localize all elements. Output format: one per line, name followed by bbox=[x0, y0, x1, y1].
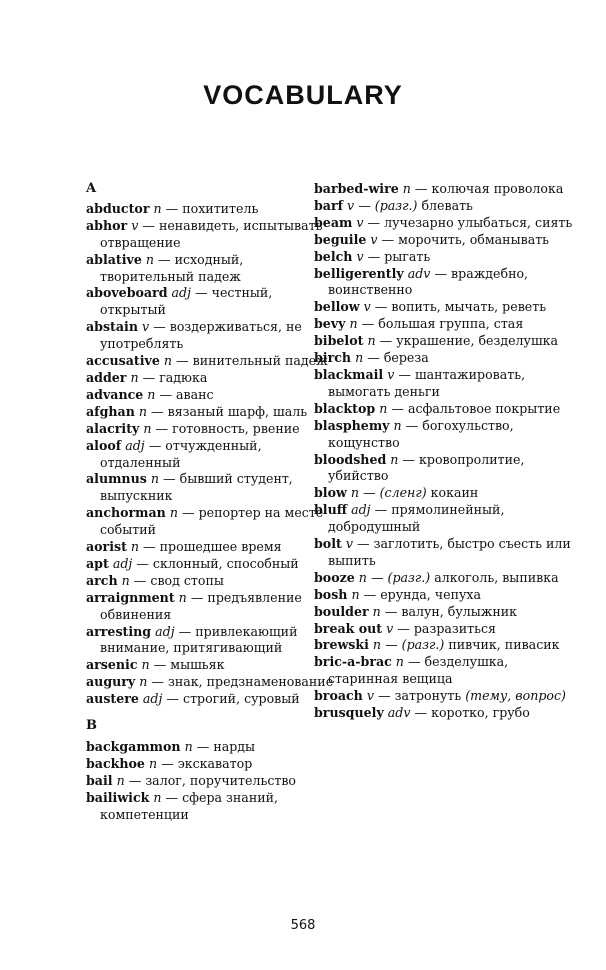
entry-definition: мышьяк bbox=[170, 657, 225, 673]
page-number: 568 bbox=[290, 918, 316, 933]
entry-dash: — bbox=[176, 353, 189, 369]
entry-dash: — bbox=[414, 705, 428, 721]
entry-headword: arraignment bbox=[86, 589, 175, 605]
entry-headword: arch bbox=[86, 572, 118, 588]
entry-part-of-speech: n bbox=[150, 471, 159, 487]
entry-headword: boulder bbox=[314, 603, 369, 619]
entry-definition: привлекающий внимание, притягивающий bbox=[100, 623, 298, 656]
entry-part-of-speech: v bbox=[356, 214, 364, 230]
entry-part-of-speech: v bbox=[347, 197, 355, 213]
entry-part-of-speech: n bbox=[143, 420, 152, 436]
entry-headword: beam bbox=[314, 214, 353, 230]
entry-headword: bellow bbox=[314, 299, 360, 315]
dictionary-entry bbox=[86, 421, 336, 438]
entry-definition: знак, предзнаменование bbox=[168, 674, 334, 690]
entry-definition: асфальтовое покрытие bbox=[407, 400, 561, 416]
entry-dash: — bbox=[143, 539, 156, 555]
section-letter-b: B bbox=[86, 718, 97, 734]
entry-headword: belch bbox=[314, 248, 353, 264]
entry-headword: abductor bbox=[86, 200, 150, 216]
dictionary-entry bbox=[314, 350, 576, 367]
entry-part-of-speech: v bbox=[142, 319, 150, 335]
entry-dash: — bbox=[385, 637, 398, 653]
entry-definition: заглотить, быстро съесть или выпить bbox=[328, 536, 571, 568]
entry-headword: adder bbox=[86, 369, 127, 385]
entry-part-of-speech: v bbox=[356, 248, 364, 264]
entry-dash: — bbox=[161, 755, 174, 771]
entry-headword: apt bbox=[86, 555, 109, 571]
entry-headword: bolt bbox=[314, 536, 342, 552]
entry-headword: blackmail bbox=[314, 366, 384, 382]
entry-definition: морочить, обманывать bbox=[398, 231, 550, 247]
entry-dash: — bbox=[165, 200, 179, 216]
dictionary-entry bbox=[86, 471, 336, 505]
entry-definition: строгий, суровый bbox=[183, 691, 300, 707]
entry-dash: — bbox=[367, 214, 381, 230]
dictionary-entry bbox=[314, 198, 576, 215]
entry-part-of-speech: v bbox=[363, 299, 371, 315]
entry-part-of-speech: n bbox=[121, 572, 130, 588]
entry-part-of-speech: n bbox=[355, 350, 364, 366]
dictionary-entry bbox=[314, 604, 576, 621]
dictionary-entry bbox=[314, 316, 576, 333]
entry-part-of-speech: n bbox=[145, 251, 154, 267]
dictionary-entry bbox=[314, 215, 576, 232]
dictionary-entry bbox=[86, 201, 336, 218]
entry-part-of-speech: n bbox=[351, 586, 360, 602]
dictionary-entry bbox=[86, 353, 336, 370]
entry-definition: коротко, грубо bbox=[431, 705, 530, 721]
entry-headword: birch bbox=[314, 350, 352, 366]
entry-headword: beguile bbox=[314, 231, 367, 247]
entry-part-of-speech: n bbox=[130, 539, 140, 555]
entry-dash: — bbox=[407, 654, 421, 670]
entry-headword: austere bbox=[86, 691, 139, 707]
entry-dash: — bbox=[367, 350, 380, 366]
dictionary-entry bbox=[86, 739, 336, 756]
entry-dash: — bbox=[166, 691, 179, 707]
dictionary-entry bbox=[314, 587, 576, 604]
entry-dash: — bbox=[358, 197, 371, 213]
dictionary-entry bbox=[314, 536, 576, 570]
entry-dash: — bbox=[195, 285, 208, 301]
entry-definition: честный, открытый bbox=[100, 285, 273, 318]
entry-part-of-speech: n bbox=[379, 400, 388, 416]
entry-part-of-speech: n bbox=[148, 755, 158, 771]
dictionary-entry bbox=[314, 452, 576, 486]
entry-headword: backhoe bbox=[86, 755, 145, 771]
entry-headword: bluff bbox=[314, 502, 348, 518]
dictionary-entry bbox=[314, 621, 576, 638]
entry-definition: блевать bbox=[421, 197, 473, 213]
entry-headword: broach bbox=[314, 688, 363, 704]
entry-definition: прошедшее время bbox=[159, 539, 282, 555]
entry-part-of-speech: n bbox=[390, 451, 399, 467]
entry-dash: — bbox=[379, 333, 393, 349]
dictionary-entry bbox=[86, 404, 336, 421]
entry-dash: — bbox=[128, 772, 142, 788]
entry-headword: barf bbox=[314, 197, 344, 213]
entry-definition: винительный падеж bbox=[192, 353, 328, 369]
entry-dash: — bbox=[163, 471, 176, 487]
entry-dash: — bbox=[391, 400, 404, 416]
entry-headword: accusative bbox=[86, 353, 160, 369]
entry-dash: — bbox=[374, 299, 388, 315]
entry-definition: вязаный шарф, шаль bbox=[167, 403, 308, 419]
entry-dash: — bbox=[405, 417, 419, 433]
entry-definition: сфера знаний, компетенции bbox=[100, 789, 279, 822]
entry-headword: barbed-wire bbox=[314, 181, 399, 196]
entry-part-of-speech: v bbox=[366, 688, 374, 704]
entry-definition: воздерживаться, не употреблять bbox=[100, 319, 302, 352]
right-column bbox=[314, 181, 576, 722]
dictionary-entry bbox=[86, 252, 336, 286]
entry-usage-note: (разг.) bbox=[401, 637, 445, 653]
entry-dash: — bbox=[133, 572, 147, 588]
dictionary-entry bbox=[86, 285, 336, 319]
entry-definition: большая группа, стая bbox=[378, 316, 524, 332]
dictionary-entry bbox=[86, 505, 336, 539]
entry-dash: — bbox=[367, 248, 381, 264]
entry-dash: — bbox=[153, 319, 166, 335]
entry-dash: — bbox=[398, 366, 411, 382]
entry-definition: исходный, творительный падеж bbox=[100, 251, 244, 284]
dictionary-entry bbox=[314, 249, 576, 266]
dictionary-entry bbox=[86, 590, 336, 624]
entry-headword: blow bbox=[314, 485, 347, 501]
dictionary-entry bbox=[314, 401, 576, 418]
dictionary-entry bbox=[86, 674, 336, 691]
dictionary-entry bbox=[314, 367, 576, 401]
entry-part-of-speech: n bbox=[138, 403, 147, 419]
entry-headword: aboveboard bbox=[86, 285, 168, 301]
entry-part-of-speech: n bbox=[153, 200, 162, 216]
entry-headword: ablative bbox=[86, 251, 142, 267]
entry-part-of-speech: v bbox=[345, 536, 353, 552]
entry-definition: разразиться bbox=[413, 620, 496, 636]
entry-dash: — bbox=[361, 316, 375, 332]
entry-headword: alumnus bbox=[86, 471, 147, 487]
entry-headword: aloof bbox=[86, 437, 122, 453]
entry-part-of-speech: n bbox=[372, 603, 381, 619]
entry-dash: — bbox=[381, 231, 395, 247]
entry-part-of-speech: n bbox=[178, 589, 187, 605]
entry-definition: свод стопы bbox=[150, 572, 224, 588]
dictionary-entry bbox=[86, 790, 336, 824]
entry-dash: — bbox=[142, 217, 155, 233]
entry-dash: — bbox=[363, 485, 376, 501]
entry-part-of-speech: n bbox=[153, 789, 162, 805]
entry-headword: bloodshed bbox=[314, 451, 387, 467]
dictionary-entry bbox=[314, 705, 576, 722]
entry-headword: break out bbox=[314, 620, 383, 636]
entry-headword: abhor bbox=[86, 217, 128, 233]
dictionary-entry bbox=[86, 556, 336, 573]
entry-definition: бывший студент, выпускник bbox=[100, 471, 293, 504]
entry-headword: belligerently bbox=[314, 265, 404, 281]
entry-dash: — bbox=[159, 386, 173, 402]
dictionary-entry bbox=[314, 266, 576, 300]
entry-headword: brusquely bbox=[314, 705, 384, 721]
entry-definition: репортер на месте событий bbox=[100, 505, 324, 538]
entry-headword: aorist bbox=[86, 539, 127, 555]
entry-definition: пивчик, пивасик bbox=[448, 637, 560, 653]
entry-definition: алкоголь, выпивка bbox=[434, 569, 559, 585]
dictionary-entry bbox=[314, 299, 576, 316]
entry-dash: — bbox=[181, 505, 195, 521]
entry-dash: — bbox=[142, 369, 156, 385]
entry-dash: — bbox=[384, 603, 398, 619]
entry-definition: вопить, мычать, реветь bbox=[391, 299, 547, 315]
entry-headword: bevy bbox=[314, 316, 346, 332]
entry-definition: склонный, способный bbox=[152, 555, 299, 571]
dictionary-entry bbox=[314, 232, 576, 249]
dictionary-entry bbox=[314, 654, 576, 688]
dictionary-entry bbox=[86, 657, 336, 674]
entry-dash: — bbox=[377, 688, 391, 704]
entry-definition: безделушка, старинная вещица bbox=[328, 654, 509, 687]
entry-definition: затронуть bbox=[394, 688, 462, 704]
entry-definition: валун, булыжник bbox=[401, 603, 518, 619]
entry-part-of-speech: v bbox=[370, 231, 378, 247]
dictionary-entry bbox=[86, 387, 336, 404]
dictionary-entry bbox=[314, 637, 576, 654]
entry-part-of-speech: adj bbox=[351, 502, 371, 518]
entry-part-of-speech: adj bbox=[171, 285, 192, 301]
entry-definition: похититель bbox=[182, 200, 259, 216]
entry-dash: — bbox=[402, 451, 416, 467]
dictionary-entry bbox=[314, 502, 576, 536]
entry-definition: рыгать bbox=[384, 248, 431, 264]
entry-dash: — bbox=[155, 420, 169, 436]
dictionary-entry bbox=[314, 570, 576, 587]
entry-context-note: (тему, вопрос) bbox=[465, 688, 566, 704]
entry-usage-note: (разг.) bbox=[387, 569, 431, 585]
entry-definition: готовность, рвение bbox=[172, 420, 300, 436]
entry-part-of-speech: n bbox=[169, 505, 178, 521]
entry-definition: враждебно, воинственно bbox=[328, 265, 529, 298]
entry-dash: — bbox=[165, 789, 179, 805]
entry-part-of-speech: n bbox=[141, 657, 150, 673]
entry-definition: украшение, безделушка bbox=[396, 333, 559, 349]
entry-headword: anchorman bbox=[86, 505, 166, 521]
entry-definition: экскаватор bbox=[177, 755, 253, 771]
entry-headword: alacrity bbox=[86, 420, 140, 436]
dictionary-entry bbox=[86, 573, 336, 590]
entry-dash: — bbox=[397, 620, 410, 636]
left-column bbox=[86, 181, 336, 824]
entry-part-of-speech: n bbox=[130, 369, 139, 385]
entry-dash: — bbox=[158, 251, 171, 267]
entry-part-of-speech: n bbox=[139, 674, 148, 690]
entry-definition: нарды bbox=[213, 739, 256, 754]
entry-definition: гадюка bbox=[159, 369, 208, 385]
dictionary-entry bbox=[86, 691, 336, 708]
entry-part-of-speech: n bbox=[358, 569, 367, 585]
entry-part-of-speech: v bbox=[387, 366, 395, 382]
entry-part-of-speech: n bbox=[395, 654, 404, 670]
entry-headword: bailiwick bbox=[86, 789, 150, 805]
entries-a bbox=[86, 201, 336, 708]
dictionary-entry bbox=[314, 688, 576, 705]
entry-usage-note: (разг.) bbox=[374, 197, 418, 213]
entry-headword: arresting bbox=[86, 623, 152, 639]
dictionary-entry bbox=[314, 181, 576, 198]
entry-headword: backgammon bbox=[86, 739, 181, 754]
entry-dash: — bbox=[151, 674, 164, 690]
entry-headword: brewski bbox=[314, 637, 369, 653]
entry-definition: ненавидеть, испытывать отвращение bbox=[100, 217, 323, 250]
entry-dash: — bbox=[434, 265, 448, 281]
entry-headword: bosh bbox=[314, 586, 348, 602]
dictionary-entry bbox=[86, 370, 336, 387]
entries-b bbox=[86, 739, 336, 824]
entry-definition: аванс bbox=[176, 386, 214, 402]
dictionary-entry bbox=[86, 773, 336, 790]
entry-definition: колючая проволока bbox=[431, 181, 564, 196]
entry-dash: — bbox=[356, 536, 370, 552]
dictionary-entry bbox=[86, 624, 336, 658]
entry-dash: — bbox=[370, 569, 384, 585]
entry-part-of-speech: n bbox=[367, 333, 376, 349]
entry-definition: богохульство, кощунство bbox=[328, 417, 514, 450]
entry-definition: предъявление обвинения bbox=[100, 589, 302, 622]
entry-dash: — bbox=[178, 623, 192, 639]
entry-dash: — bbox=[190, 589, 204, 605]
entry-definition: прямолинейный, добродушный bbox=[328, 502, 505, 535]
dictionary-entry bbox=[86, 319, 336, 353]
dictionary-entry bbox=[86, 756, 336, 773]
entry-dash: — bbox=[196, 739, 210, 754]
entry-definition: ерунда, чепуха bbox=[380, 586, 481, 602]
entry-usage-note: (сленг) bbox=[379, 485, 427, 501]
entry-part-of-speech: n bbox=[349, 316, 358, 332]
entry-part-of-speech: adj bbox=[125, 437, 145, 453]
entry-dash: — bbox=[136, 555, 149, 571]
entry-headword: blacktop bbox=[314, 400, 376, 416]
entry-headword: bail bbox=[86, 772, 113, 788]
dictionary-entry bbox=[86, 438, 336, 472]
entry-headword: blasphemy bbox=[314, 417, 390, 433]
entry-part-of-speech: v bbox=[386, 620, 394, 636]
entry-dash: — bbox=[153, 657, 167, 673]
entry-part-of-speech: n bbox=[393, 417, 402, 433]
entry-definition: лучезарно улыбаться, сиять bbox=[384, 214, 573, 230]
entry-part-of-speech: n bbox=[116, 772, 125, 788]
entry-part-of-speech: n bbox=[402, 181, 411, 196]
entry-definition: залог, поручительство bbox=[145, 772, 297, 788]
entry-dash: — bbox=[363, 586, 377, 602]
entry-dash: — bbox=[414, 181, 428, 196]
entry-part-of-speech: n bbox=[372, 637, 382, 653]
entry-definition: шантажировать, вымогать деньги bbox=[328, 366, 526, 399]
entry-definition: кокаин bbox=[430, 485, 479, 501]
entry-headword: bric-a-brac bbox=[314, 654, 392, 670]
dictionary-entry bbox=[314, 333, 576, 350]
entry-part-of-speech: adj bbox=[142, 691, 163, 707]
dictionary-entry bbox=[314, 485, 576, 502]
entry-part-of-speech: v bbox=[131, 217, 139, 233]
entry-dash: — bbox=[148, 437, 162, 453]
entry-definition: отчужденный, отдаленный bbox=[100, 437, 262, 470]
entry-headword: advance bbox=[86, 386, 144, 402]
entry-definition: кровопролитие, убийство bbox=[328, 451, 525, 484]
entry-headword: bibelot bbox=[314, 333, 364, 349]
entry-headword: augury bbox=[86, 674, 136, 690]
dictionary-entry bbox=[314, 418, 576, 452]
entry-part-of-speech: n bbox=[350, 485, 359, 501]
page-title: VOCABULARY bbox=[203, 80, 403, 110]
entry-part-of-speech: n bbox=[184, 739, 193, 754]
entry-dash: — bbox=[374, 502, 388, 518]
dictionary-entry bbox=[86, 218, 336, 252]
entry-part-of-speech: n bbox=[163, 353, 172, 369]
section-letter-a: A bbox=[86, 181, 97, 196]
entry-headword: booze bbox=[314, 569, 355, 585]
entry-part-of-speech: adv bbox=[407, 265, 431, 281]
entry-part-of-speech: adv bbox=[387, 705, 411, 721]
entry-dash: — bbox=[151, 403, 164, 419]
entry-definition: береза bbox=[383, 350, 429, 366]
entries-right bbox=[314, 181, 576, 722]
entry-part-of-speech: adj bbox=[112, 555, 133, 571]
dictionary-entry bbox=[86, 539, 336, 556]
entry-headword: abstain bbox=[86, 319, 138, 335]
entry-part-of-speech: adj bbox=[155, 623, 175, 639]
entry-part-of-speech: n bbox=[147, 386, 156, 402]
entry-headword: afghan bbox=[86, 403, 135, 419]
entry-headword: arsenic bbox=[86, 657, 138, 673]
